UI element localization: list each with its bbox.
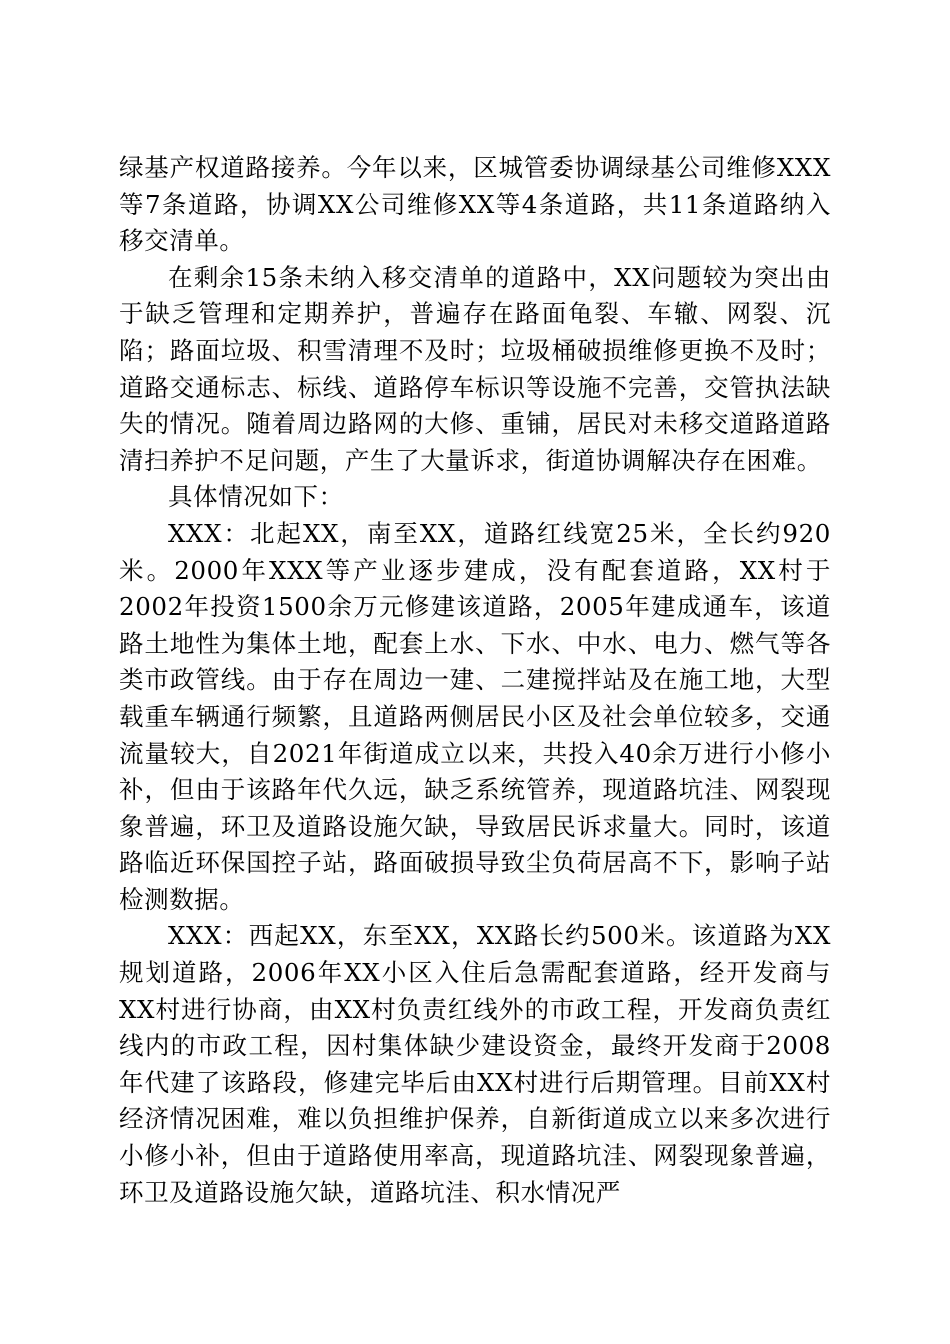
paragraph-remaining-roads: 在剩余15条未纳入移交清单的道路中，XX问题较为突出由于缺乏管理和定期养护，普遍存在路面龟裂、车辙、网裂、沉陷；路面垃圾、积雪清理不及时；垃圾桶破损维修更换不及时；道路交通标志、标线、道路停车标识等设施不完善，交管执法缺失的情况。随着周边路网的大修、重铺，居民对未移交道路道路清扫养护不足问题，产生了大量诉求，街道协调解决存在困难。 bbox=[119, 262, 831, 475]
document-body bbox=[119, 150, 831, 1211]
paragraph-road-north-south: XXX：北起XX，南至XX，道路红线宽25米，全长约920米。2000年XXX等产业逐步建成，没有配套道路，XX村于2002年投资1500余万元修建该道路，2005年建成通车，该道路土地性为集体土地，配套上水、下水、中水、电力、燃气等各类市政管线。由于存在周边一建、二建搅拌站及在施工地，大型载重车辆通行频繁，且道路两侧居民小区及社会单位较多，交通流量较大，自2021年街道成立以来，共投入40余万进行小修小补，但由于该路年代久远，缺乏系统管养，现道路坑洼、网裂现象普遍，环卫及道路设施欠缺，导致居民诉求量大。同时，该道路临近环保国控子站，路面破损导致尘负荷居高不下，影响子站检测数据。 bbox=[119, 518, 831, 914]
paragraph-road-handover-continued: 绿基产权道路接养。今年以来，区城管委协调绿基公司维修XXX等7条道路，协调XX公司维修XX等4条道路，共11条道路纳入移交清单。 bbox=[119, 153, 831, 256]
paragraph-road-west-east: XXX：西起XX，东至XX，XX路长约500米。该道路为XX规划道路，2006年XX小区入住后急需配套道路，经开发商与XX村进行协商，由XX村负责红线外的市政工程，开发商负责红线内的市政工程，因村集体缺少建设资金，最终开发商于2008年代建了该路段，修建完毕后由XX村进行后期管理。目前XX村经济情况困难，难以负担维护保养，自新街道成立以来多次进行小修小补，但由于道路使用率高，现道路坑洼、网裂现象普遍，环卫及道路设施欠缺，道路坑洼、积水情况严 bbox=[119, 921, 831, 1207]
paragraph-details-intro: 具体情况如下： bbox=[168, 482, 344, 512]
